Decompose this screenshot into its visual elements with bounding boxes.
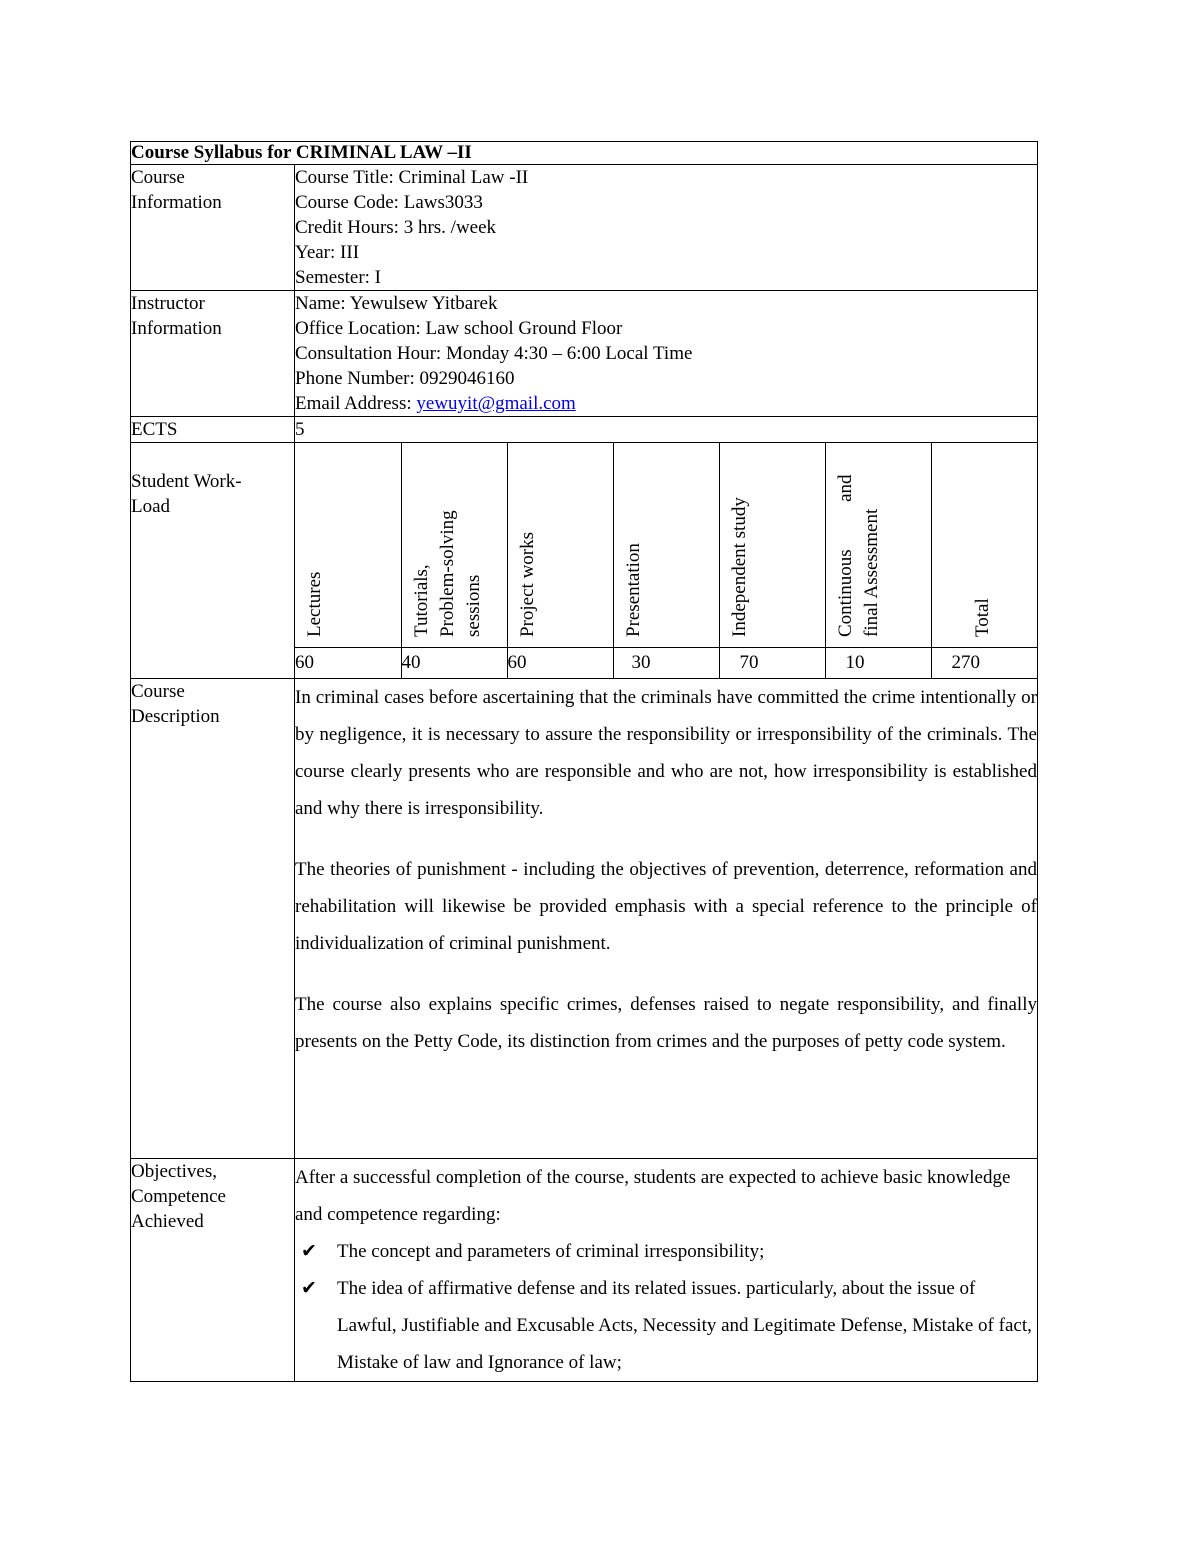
workload-values-row	[295, 648, 1037, 679]
syllabus-table	[130, 141, 1038, 1382]
workload-header-tutorials: Tutorials, Problem-solving sessions	[401, 443, 507, 648]
workload-header-independent-study: Independent study	[719, 443, 825, 648]
instructor-info-row	[131, 291, 1038, 417]
workload-header-presentation: Presentation	[613, 443, 719, 648]
description-paragraph-2: The theories of punishment - including the objectives of prevention, deterrence, reformation and rehabilitation will likewise be provided emphasis with a special reference to the principle of individualization of criminal punishment.	[295, 859, 1037, 954]
workload-table	[295, 443, 1037, 678]
objectives-content	[295, 1159, 1038, 1382]
ects-label: ECTS	[131, 417, 295, 443]
workload-value-independent-study: 70	[719, 648, 825, 679]
instructor-name: Name: Yewulsew Yitbarek	[295, 293, 498, 314]
description-label: Course Description	[131, 679, 295, 1159]
workload-label: Student Work- Load	[131, 443, 295, 679]
ects-row	[131, 417, 1038, 443]
workload-header-total: Total	[931, 443, 1037, 648]
objectives-label: Objectives, Competence Achieved	[131, 1159, 295, 1382]
description-row	[131, 679, 1038, 1159]
phone-number: Phone Number: 0929046160	[295, 368, 515, 389]
email-link[interactable]: yewuyit@gmail.com	[416, 393, 576, 414]
workload-value-presentation: 30	[613, 648, 719, 679]
office-location: Office Location: Law school Ground Floor	[295, 318, 623, 339]
checkmark-icon: ✔	[301, 1278, 317, 1299]
checkmark-icon: ✔	[301, 1241, 317, 1262]
credit-hours: Credit Hours: 3 hrs. /week	[295, 217, 497, 238]
workload-grid-cell	[295, 443, 1038, 679]
description-paragraph-1: In criminal cases before ascertaining that the criminals have committed the crime intentionally or by negligence, it is necessary to assure the responsibility or irresponsibility of the criminals. The course clearly presents who are responsible and who are not, how irresponsibility is established and why there is irresponsibility.	[295, 687, 1037, 819]
objective-item: ✔ The idea of affirmative defense and its related issues. particularly, about the issue of Lawful, Justifiable and Excusable Acts, Necessity and Legitimate Defense, Mistake of fact, Mistake of law and Ignorance of law;	[295, 1270, 1037, 1381]
workload-header-assessment: Continuous and final Assessment	[825, 443, 931, 648]
workload-value-assessment: 10	[825, 648, 931, 679]
objectives-intro: After a successful completion of the course, students are expected to achieve basic knowledge and competence regarding:	[295, 1167, 1011, 1225]
description-paragraph-3: The course also explains specific crimes, defenses raised to negate responsibility, and finally presents on the Petty Code, its distinction from crimes and the purposes of petty code system.	[295, 994, 1037, 1052]
course-info-values	[295, 165, 1038, 291]
course-description	[295, 679, 1038, 1159]
ects-value: 5	[295, 417, 1038, 443]
course-info-label: Course Information	[131, 165, 295, 291]
email-address: Email Address: yewuyit@gmail.com	[295, 393, 576, 414]
instructor-info-label: Instructor Information	[131, 291, 295, 417]
workload-value-total: 270	[931, 648, 1037, 679]
course-info-row	[131, 165, 1038, 291]
objective-item: ✔ The concept and parameters of criminal irresponsibility;	[295, 1233, 1037, 1270]
title-row	[131, 142, 1038, 165]
consultation-hour: Consultation Hour: Monday 4:30 – 6:00 Local Time	[295, 343, 693, 364]
workload-header-row	[295, 443, 1037, 648]
course-title: Course Title: Criminal Law -II	[295, 167, 529, 188]
objectives-row	[131, 1159, 1038, 1382]
workload-value-project-works: 60	[507, 648, 613, 679]
syllabus-title: Course Syllabus for CRIMINAL LAW –II	[131, 142, 1038, 165]
course-code: Course Code: Laws3033	[295, 192, 483, 213]
workload-header-lectures: Lectures	[295, 443, 401, 648]
workload-row	[131, 443, 1038, 679]
course-semester: Semester: I	[295, 267, 382, 288]
instructor-info-values	[295, 291, 1038, 417]
workload-value-tutorials: 40	[401, 648, 507, 679]
workload-header-project-works: Project works	[507, 443, 613, 648]
workload-value-lectures: 60	[295, 648, 401, 679]
course-year: Year: III	[295, 242, 360, 263]
